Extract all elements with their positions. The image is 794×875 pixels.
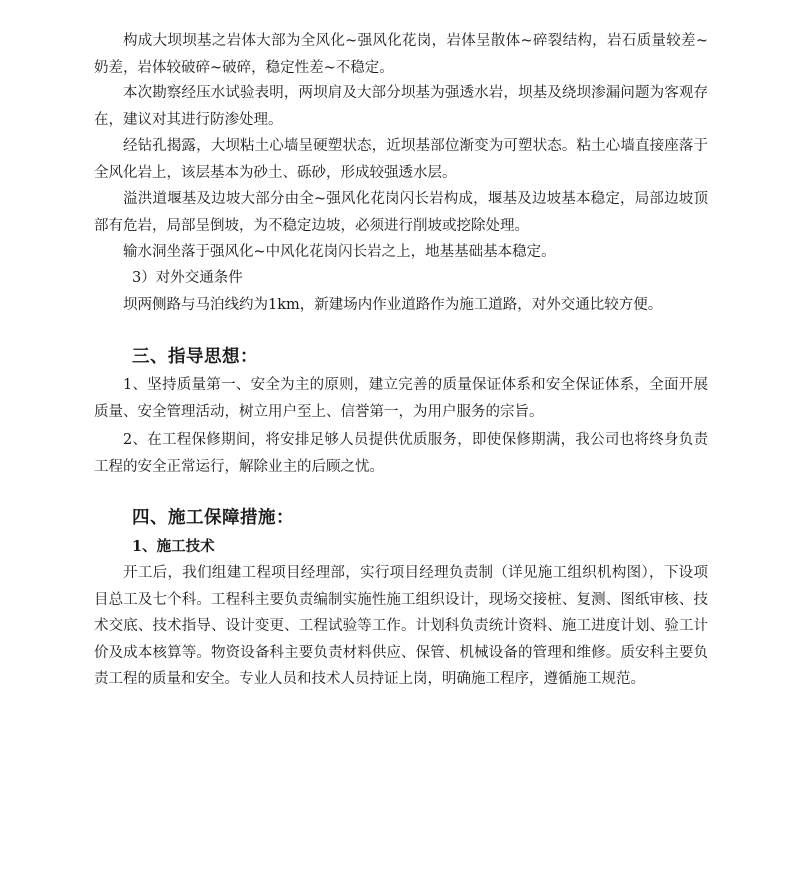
geology-paragraph-4: 溢洪道堰基及边坡大部分由全~强风化花岗闪长岩构成，堰基及边坡基本稳定，局部边坡顶部有危岩，局部呈倒坡，为不稳定边坡，必须进行削坡或挖除处理。 (94, 191, 708, 234)
geology-paragraph-1: 构成大坝坝基之岩体大部为全风化~强风化花岗，岩体呈散体~碎裂结构，岩石质量较差~奶差，岩体较破碎~破碎，稳定性差~不稳定。 (94, 33, 708, 76)
traffic-subheading: 3）对外交通条件 (132, 270, 243, 286)
geology-paragraph-3: 经钻孔揭露，大坝粘土心墙呈硬塑状态，近坝基部位渐变为可塑状态。粘土心墙直接座落于全风化岩上，该层基本为砂土、砾砂，形成较强透水层。 (94, 138, 708, 181)
guiding-principle-1: 1、坚持质量第一、安全为主的原则，建立完善的质量保证体系和安全保证体系，全面开展质量、安全管理活动，树立用户至上、信誉第一，为用户服务的宗旨。 (94, 377, 708, 420)
section-three-heading: 三、指导思想： (132, 347, 258, 367)
guiding-principle-2: 2、在工程保修期间，将安排足够人员提供优质服务，即使保修期满，我公司也将终身负责工程的安全正常运行，解除业主的后顾之忧。 (94, 432, 708, 475)
construction-technology-subheading: 1、施工技术 (132, 538, 215, 555)
geology-paragraph-2: 本次勘察经压水试验表明，两坝肩及大部分坝基为强透水岩，坝基及绕坝渗漏问题为客观存在，建议对其进行防渗处理。 (94, 85, 708, 128)
section-four-heading: 四、施工保障措施： (132, 508, 294, 528)
construction-technology-paragraph: 开工后，我们组建工程项目经理部，实行项目经理负责制（详见施工组织机构图），下设项目总工及七个科。工程科主要负责编制实施性施工组织设计，现场交接桩、复测、图纸审核、技术交底、技术指导、设计变更、工程试验等工作。计划科负责统计资料、施工进度计划、验工计价及成本核算等。物资设备科主要负责材料供应、保管、机械设备的管理和维修。质安科主要负责工程的质量和安全。专业人员和技术人员持证上岗，明确施工程序，遵循施工规范。 (94, 565, 708, 687)
geology-paragraph-5: 输水洞坐落于强风化~中风化花岗闪长岩之上，地基基础基本稳定。 (123, 244, 556, 260)
traffic-paragraph: 坝两侧路与马泊线约为1km，新建场内作业道路作为施工道路，对外交通比较方便。 (123, 297, 663, 313)
